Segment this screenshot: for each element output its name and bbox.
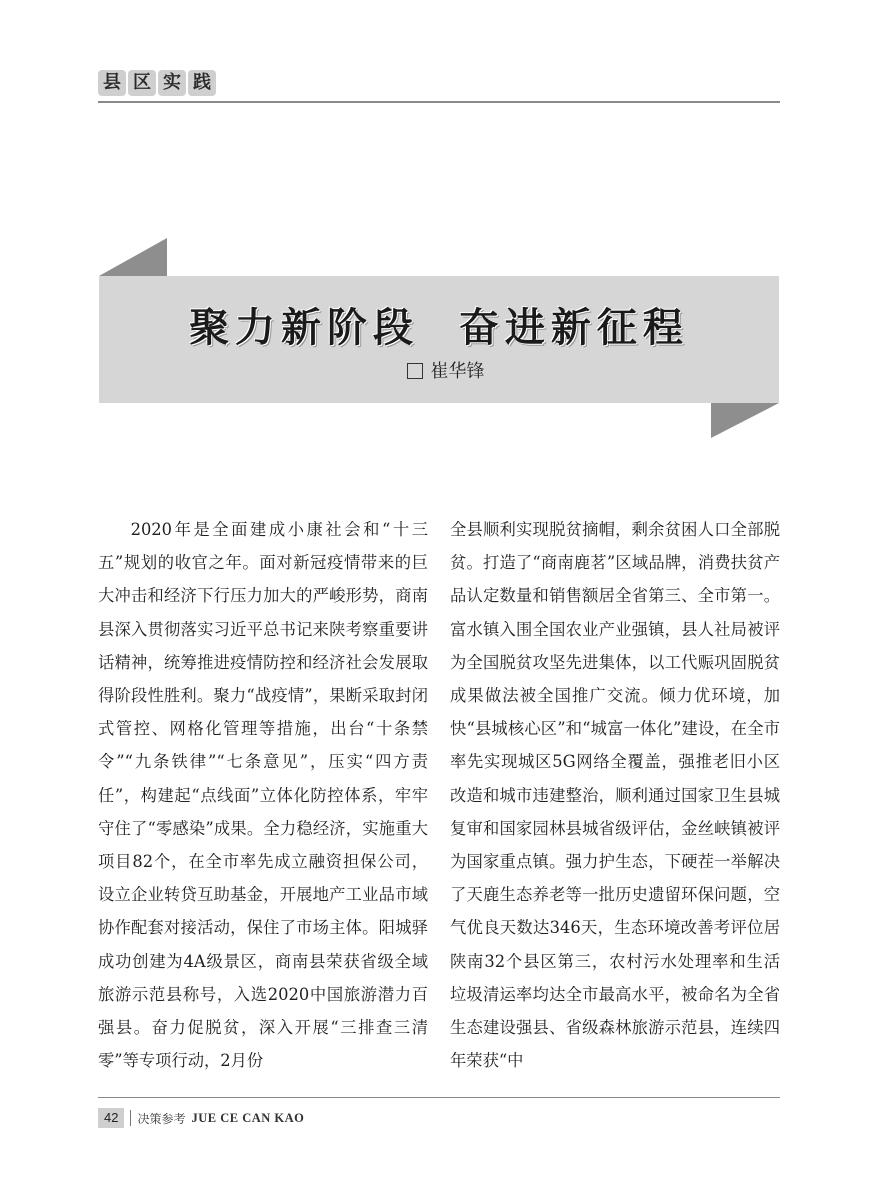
journal-name-en: JUE CE CAN KAO	[191, 1110, 305, 1125]
body-column-right	[450, 513, 780, 1077]
section-tag-char: 县	[98, 70, 126, 96]
header-rule	[98, 101, 780, 103]
section-tag-char: 区	[128, 70, 156, 96]
body-paragraph: 全县顺利实现脱贫摘帽，剩余贫困人口全部脱贫。打造了“商南鹿茗”区域品牌，消费扶贫产品认定数量和销售额居全省第三、全市第一。富水镇入围全国农业产业强镇，县人社局被评为全国脱贫攻坚先进集体，以工代赈巩固脱贫成果做法被全国推广交流。倾力优环境，加快“县城核心区”和“城富一体化”建设，在全市率先实现城区5G网络全覆盖，强推老旧小区改造和城市违建整治，顺利通过国家卫生县城复审和国家园林县城省级评估，金丝峡镇被评为国家重点镇。强力护生态，下硬茬一举解决了天鹿生态养老等一批历史遗留环保问题，空气优良天数达346天，生态环境改善考评位居陕南32个县区第三，农村污水处理率和生活垃圾清运率均达全市最高水平，被命名为全省生态建设强县、省级森林旅游示范县，连续四年荣获“中	[450, 520, 780, 1071]
banner-fold-top-left	[99, 238, 167, 276]
author-box-icon	[407, 363, 423, 379]
author-name: 崔华锋	[430, 361, 485, 382]
page-number: 42	[98, 1108, 124, 1128]
article-title: 聚力新阶段 奋进新征程	[189, 304, 689, 351]
body-paragraph: 2020年是全面建成小康社会和“十三五”规划的收官之年。面对新冠疫情带来的巨大冲击和经济下行压力加大的严峻形势，商南县深入贯彻落实习近平总书记来陕考察重要讲话精神，统筹推进疫情防控和经济社会发展取得阶段性胜利。聚力“战疫情”，果断采取封闭式管控、网格化管理等措施，出台“十条禁令”“九条铁律”“七条意见”，压实“四方责任”，构建起“点线面”立体化防控体系，牢牢守住了“零感染”成果。全力稳经济，实施重大项目82个，在全市率先成立融资担保公司，设立企业转贷互助基金，开展地产工业品市域协作配套对接活动，保住了市场主体。阳城驿成功创建为4A级景区，商南县荣获省级全域旅游示范县称号，入选2020中国旅游潜力百强县。奋力促脱贫，深入开展“三排查三清零”等专项行动，2月份	[98, 520, 428, 1071]
page-footer	[98, 1108, 304, 1128]
section-tag-char: 践	[188, 70, 216, 96]
footer-divider	[130, 1110, 131, 1126]
section-tag	[98, 70, 218, 100]
byline	[0, 357, 891, 383]
body-column-left	[98, 513, 428, 1077]
section-tag-char: 实	[158, 70, 186, 96]
journal-name: 决策参考	[137, 1111, 186, 1126]
footer-rule	[98, 1097, 780, 1098]
banner-fold-bottom-right	[711, 403, 779, 438]
